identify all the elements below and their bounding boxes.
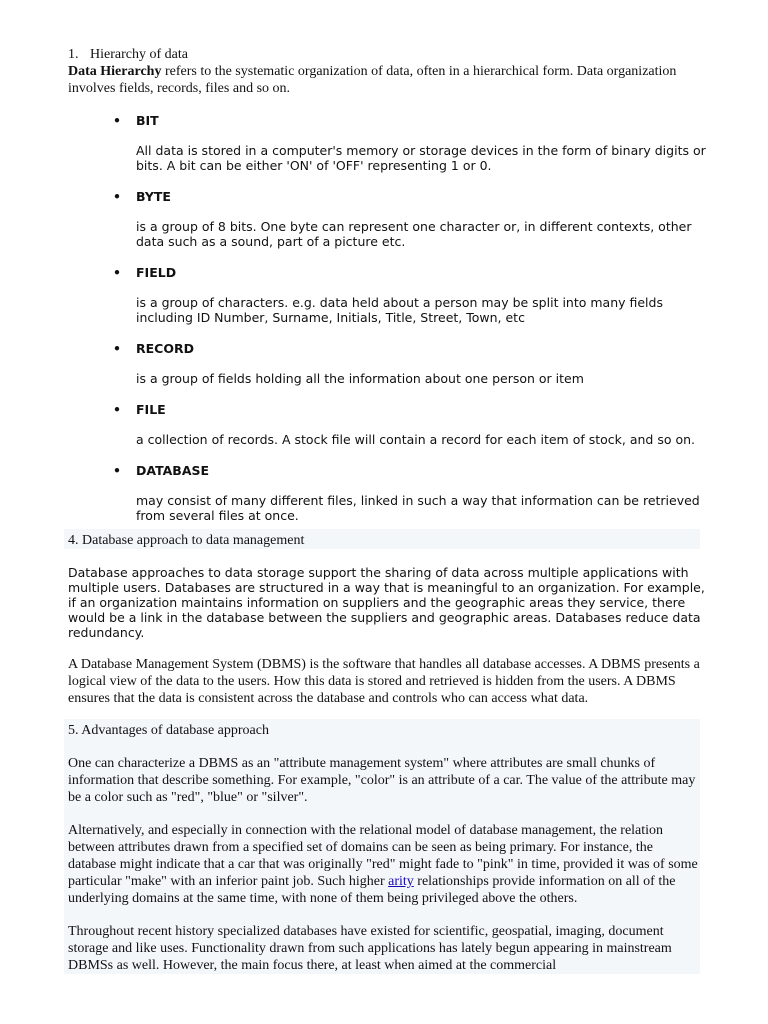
bullet-icon: • xyxy=(113,265,121,280)
term-label: DATABASE xyxy=(136,463,210,478)
bullet-icon: • xyxy=(113,341,121,356)
term-description: All data is stored in a computer's memory or storage devices in the form of binary digits or bits. A bit can be either 'ON' of 'OFF' representing 1 or 0. xyxy=(136,143,706,173)
list-item-byte xyxy=(68,189,708,249)
section-5-heading: 5. Advantages of database approach xyxy=(68,723,269,738)
term-description: is a group of 8 bits. One byte can represent one character or, in different contexts, other data such as a sound, part of a picture etc. xyxy=(136,219,692,249)
list-item-record xyxy=(68,341,708,386)
bullet-icon: • xyxy=(113,402,121,417)
term-description: is a group of fields holding all the information about one person or item xyxy=(136,371,584,386)
intro-text: refers to the systematic organization of data, often in a hierarchical form. Data organization involves fields, records, files and so on. xyxy=(68,64,677,96)
section-5-paragraph-1: One can characterize a DBMS as an "attribute management system" where attributes are small chunks of information that describe something. For example, "color" is an attribute of a car. The value of the attribute may be a color such as "red", "blue" or "silver". xyxy=(68,756,696,805)
section-4-paragraph-1: Database approaches to data storage support the sharing of data across multiple applications with multiple users. Databases are structured in a way that is meaningful to an organization. For example, if an organization maintains information on suppliers and the geographic areas they service, there would be a link in the database between the suppliers and geographic areas. Databases reduce data redundancy. xyxy=(68,565,705,640)
bullet-icon: • xyxy=(113,113,121,128)
bullet-icon: • xyxy=(113,463,121,478)
section-1-heading xyxy=(68,46,708,63)
term-label: RECORD xyxy=(136,341,194,356)
intro-paragraph xyxy=(68,63,708,97)
section-number: 1. xyxy=(68,47,79,62)
term-label: BIT xyxy=(136,113,159,128)
document-page xyxy=(68,46,708,974)
section-5-paragraph-2 xyxy=(68,822,700,907)
list-item-file xyxy=(68,402,708,447)
list-item-field xyxy=(68,265,708,325)
term-description: a collection of records. A stock file will contain a record for each item of stock, and so on. xyxy=(136,432,695,447)
term-description: may consist of many different files, linked in such a way that information can be retrieved from several files at once. xyxy=(136,493,700,523)
section-title: Hierarchy of data xyxy=(90,47,188,62)
list-item-database xyxy=(68,463,708,523)
bullet-icon: • xyxy=(113,189,121,204)
intro-bold-term: Data Hierarchy xyxy=(68,64,162,79)
term-label: FIELD xyxy=(136,265,177,280)
section-5-paragraph-3: Throughout recent history specialized databases have existed for scientific, geospatial, imaging, document storage and like uses. Functionality drawn from such applications has lately begun appearing in mainstream DBMSs as well. However, the main focus there, at least when aimed at the commercial xyxy=(68,924,672,973)
term-label: BYTE xyxy=(136,189,171,204)
section-4-paragraph-2: A Database Management System (DBMS) is the software that handles all database accesses. A DBMS presents a logical view of the data to the users. How this data is stored and retrieved is hidden from the users. A DBMS ensures that the data is consistent across the database and controls who can access what data. xyxy=(68,657,700,706)
para-text: Alternatively, and especially in connection with the relational model of database management, the relation between attributes drawn from a specified set of domains can be seen as being primary. For instance, the database might indicate that a car that was originally "red" might fade to "pink" in time, provided it was of some particular "make" with an inferior paint job. Such higher xyxy=(68,823,698,889)
hierarchy-list xyxy=(68,113,708,523)
section-4-heading: 4. Database approach to data management xyxy=(64,529,700,549)
term-description: is a group of characters. e.g. data held about a person may be split into many fields including ID Number, Surname, Initials, Title, Street, Town, etc xyxy=(136,295,663,325)
term-label: FILE xyxy=(136,402,166,417)
para-text: relationships provide information on all of the underlying domains at the same time, with none of them being privileged above the others. xyxy=(68,874,676,906)
arity-link[interactable]: arity xyxy=(388,874,414,889)
list-item-bit xyxy=(68,113,708,173)
